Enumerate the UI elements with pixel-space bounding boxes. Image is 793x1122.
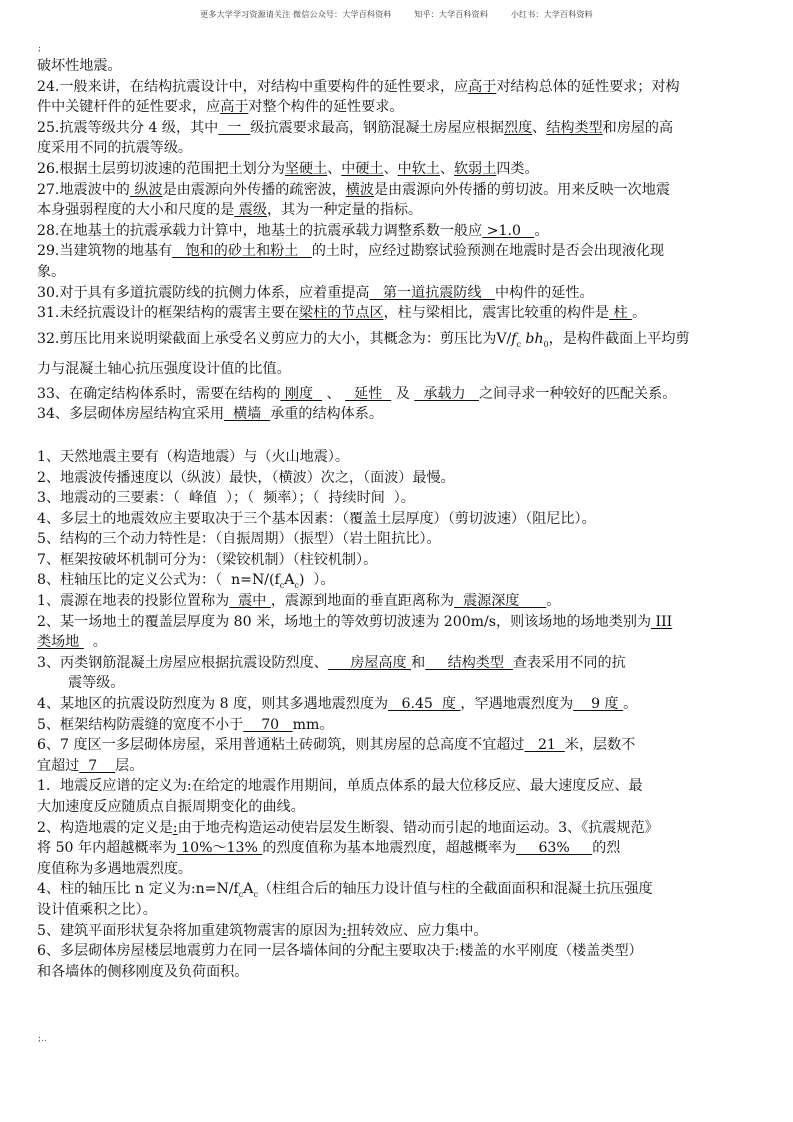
question-26 bbox=[37, 159, 772, 180]
answer: 10%～13% bbox=[176, 840, 263, 857]
answer: 坚硬土 bbox=[284, 160, 328, 177]
item-b2 bbox=[37, 468, 772, 489]
answer: 柱 bbox=[609, 305, 633, 322]
answer: 9 度 bbox=[573, 696, 624, 713]
answer: 横波 bbox=[345, 181, 374, 198]
item-b1 bbox=[37, 447, 772, 468]
answer: 房屋高度 bbox=[327, 654, 412, 671]
item-d4-cont bbox=[37, 900, 772, 921]
text: 3、地震动的三要素：（ 峰值 ）；（ 频率）；（ 持续时间 ）。 bbox=[37, 490, 415, 507]
text: 34、多层砌体房屋结构宜采用 bbox=[37, 406, 225, 423]
answer: III bbox=[651, 613, 673, 630]
text: 。 bbox=[632, 305, 647, 322]
text: 查表采用不同的抗 bbox=[512, 654, 626, 671]
question-33 bbox=[37, 384, 772, 405]
text: 33、在确定结构体系时，需要在结构的 bbox=[37, 385, 281, 402]
question-29 bbox=[37, 241, 772, 262]
answer: 延性 bbox=[345, 385, 392, 402]
text: 及 bbox=[391, 385, 415, 402]
text: 5、框架结构防震缝的宽度不小于 bbox=[37, 716, 244, 733]
formula-f: f bbox=[511, 330, 517, 347]
spacer bbox=[37, 425, 772, 447]
item-c6-cont bbox=[37, 756, 772, 777]
item-b8 bbox=[37, 570, 772, 591]
text: 6、7 度区一多层砌体房屋，采用普通粘土砖砌筑，则其房屋的总高度不宜超过 bbox=[37, 737, 525, 754]
subscript: 0 bbox=[543, 339, 549, 349]
text: 2、构造地震的定义是 bbox=[37, 819, 173, 836]
text: 、 bbox=[322, 385, 346, 402]
item-b4 bbox=[37, 509, 772, 530]
text: 度采用不同的抗震等级。 bbox=[37, 140, 193, 157]
text: 3、丙类钢筋混凝土房屋应根据抗震设防烈度、 bbox=[37, 654, 328, 671]
answer: 承载力 bbox=[414, 385, 479, 402]
text: 度值称为多遇地震烈度。 bbox=[37, 860, 193, 877]
answer: 烈度 bbox=[503, 119, 533, 136]
text: 。 bbox=[623, 696, 638, 713]
text: ，罕遇地震烈度为 bbox=[460, 696, 574, 713]
text: ，是构件截面上平均剪 bbox=[548, 330, 690, 347]
question-31 bbox=[37, 303, 772, 324]
text: ，其为一种定量的指标。 bbox=[266, 202, 423, 219]
answer: 中软土 bbox=[397, 160, 440, 177]
text: 的土时，应经过勘察试验预测在地震时是否会出现液化现 bbox=[311, 243, 665, 260]
answer: 70 bbox=[243, 716, 293, 733]
item-d1 bbox=[37, 776, 772, 797]
text: 象。 bbox=[37, 263, 66, 280]
text: 承重的结构体系。 bbox=[270, 406, 383, 423]
answer: 高于 bbox=[468, 78, 497, 95]
answer: : bbox=[172, 819, 178, 836]
item-c1 bbox=[37, 591, 772, 612]
text: A bbox=[243, 881, 254, 898]
answer: 结构类型 bbox=[425, 654, 513, 671]
answer: 类场地 bbox=[37, 634, 84, 651]
question-24-cont bbox=[37, 97, 772, 118]
text: 。 bbox=[534, 222, 549, 239]
text: 和房屋的高 bbox=[602, 119, 674, 136]
text: 2、地震波传播速度以（纵波）最快，（横波）次之，（面波）最慢。 bbox=[37, 469, 455, 486]
answer: 中硬土 bbox=[341, 160, 384, 177]
item-b3 bbox=[37, 488, 772, 509]
item-d4 bbox=[37, 879, 772, 900]
question-34 bbox=[37, 404, 772, 425]
text: 的烈 bbox=[592, 840, 621, 857]
answer: 饱和的砂土和粉土 bbox=[172, 243, 312, 260]
item-d5 bbox=[37, 921, 772, 942]
text: 27.地震波中的 bbox=[37, 181, 130, 198]
question-25-cont bbox=[37, 138, 772, 159]
answer: 梁柱的节点区 bbox=[299, 305, 384, 322]
text: 是由震源向外传播的疏密波， bbox=[162, 181, 346, 198]
item-d6-cont bbox=[37, 962, 772, 983]
item-d2-cont2 bbox=[37, 859, 772, 880]
item-d1-cont bbox=[37, 797, 772, 818]
text: 中构件的延性。 bbox=[495, 284, 594, 301]
text: 对结构总体的延性要求；对构 bbox=[496, 78, 680, 95]
text: ，柱与梁相比，震害比较重的构件是 bbox=[383, 305, 610, 322]
text: 件中关键杆件的延性要求，应 bbox=[37, 99, 221, 116]
item-c2 bbox=[37, 612, 772, 633]
answer: 结构类型 bbox=[546, 119, 603, 136]
item-d6 bbox=[37, 941, 772, 962]
text: 和 bbox=[411, 654, 426, 671]
text: 5、建筑平面形状复杂将加重建筑物震害的原因为 bbox=[37, 922, 342, 939]
text: 层。 bbox=[115, 757, 144, 774]
answer: 横墙 bbox=[224, 406, 271, 423]
text: 25.抗震等级共分 4 级，其中 bbox=[37, 119, 219, 136]
text: 。 bbox=[546, 593, 561, 610]
item-c2-cont bbox=[37, 632, 772, 653]
answer: 震级 bbox=[234, 202, 267, 219]
item-b5 bbox=[37, 529, 772, 550]
answer: 震源深度 bbox=[454, 593, 547, 610]
text: 28.在地基土的抗震承载力计算中，地基土的抗震承载力调整系数一般应 bbox=[37, 222, 483, 239]
subscript: c bbox=[294, 581, 299, 591]
answer: 6.45 度 bbox=[388, 696, 461, 713]
header-xiaohongshu-text: 小红书：大学百科资料 bbox=[510, 10, 593, 19]
answer: 震中 bbox=[229, 593, 271, 610]
text: 的烈度值称为基本地震烈度，超越概率为 bbox=[262, 840, 517, 857]
answer: 刚度 bbox=[280, 385, 323, 402]
answer: >1.0 bbox=[482, 222, 535, 239]
question-30 bbox=[37, 283, 772, 304]
subscript: c bbox=[279, 581, 285, 591]
text: 由于地壳构造运动使岩层发生断裂、错动而引起的地面运动。3、《抗震规范》 bbox=[177, 819, 659, 836]
page-header bbox=[0, 9, 793, 20]
subscript: c bbox=[516, 339, 521, 349]
text: 32.剪压比用来说明梁截面上承受名义剪应力的大小，其概念为：剪压比为V/ bbox=[37, 330, 512, 347]
text: 1、天然地震主要有（构造地震）与（火山地震）。 bbox=[37, 448, 349, 465]
text: 、 bbox=[327, 160, 342, 177]
text: 5、结构的三个动力特性是：（自振周期）（振型）（岩土阻抗比）。 bbox=[37, 531, 441, 548]
text: 本身强弱程度的大小和尺度的是 bbox=[37, 202, 235, 219]
text: 4、某地区的抗震设防烈度为 8 度，则其多遇地震烈度为 bbox=[37, 696, 389, 713]
document-body bbox=[37, 56, 772, 982]
header-zhihu-text: 知乎：大学百科资料 bbox=[414, 10, 489, 19]
text: 对整个构件的延性要求。 bbox=[248, 99, 404, 116]
text: 扭转效应、应力集中。 bbox=[346, 922, 488, 939]
text: 。 bbox=[83, 634, 107, 651]
subscript: c bbox=[238, 890, 244, 900]
text: 26.根据土层剪切波速的范围把土划分为 bbox=[37, 160, 285, 177]
question-27-cont bbox=[37, 200, 772, 221]
question-29-cont bbox=[37, 262, 772, 283]
text: 24.一般来讲，在结构抗震设计中，对结构中重要构件的延性要求，应 bbox=[37, 78, 469, 95]
text: ) ）。 bbox=[298, 572, 335, 589]
text: 1、震源在地表的投影位置称为 bbox=[37, 593, 230, 610]
question-24 bbox=[37, 77, 772, 98]
item-c3-cont bbox=[37, 673, 772, 694]
question-25 bbox=[37, 118, 772, 139]
subscript: c bbox=[253, 890, 258, 900]
text: 、 bbox=[383, 160, 398, 177]
item-c3 bbox=[37, 653, 772, 674]
text: 6、多层砌体房屋楼层地震剪力在同一层各墙体间的分配主要取决于:楼盖的水平刚度（楼盖类型） bbox=[37, 943, 643, 960]
answer: 7 bbox=[79, 757, 116, 774]
text: 4、柱的轴压比 n 定义为:n=N/f bbox=[37, 881, 239, 898]
item-c5 bbox=[37, 715, 772, 736]
item-c6 bbox=[37, 735, 772, 756]
item-c4 bbox=[37, 694, 772, 715]
item-d2-cont bbox=[37, 838, 772, 859]
text: 2、某一场地土的覆盖层厚度为 80 米，场地土的等效剪切波速为 200m/s，则该场地的场地类别为 bbox=[37, 613, 652, 630]
text: mm。 bbox=[292, 716, 334, 733]
text: 4、多层土的地震效应主要取决于三个基本因素：（覆盖土层厚度）（剪切波速）（阻尼比）。 bbox=[37, 510, 596, 527]
bottom-mark: ;.. bbox=[38, 1034, 47, 1044]
text: 是由震源向外传播的剪切波。用来反映一次地震 bbox=[373, 181, 670, 198]
question-27 bbox=[37, 180, 772, 201]
item-d2 bbox=[37, 818, 772, 839]
text: 大加速度反应随质点自振周期变化的曲线。 bbox=[37, 799, 305, 815]
answer: : bbox=[341, 922, 347, 939]
answer: 一 bbox=[218, 119, 251, 136]
text: 7、框架按破坏机制可分为：（梁铰机制）（柱铰机制）。 bbox=[37, 551, 378, 568]
text: 震等级。 bbox=[68, 675, 125, 692]
question-32-cont bbox=[37, 354, 772, 384]
text: 米，层数不 bbox=[564, 737, 636, 754]
text: 将 50 年内超越概率为 bbox=[37, 840, 177, 857]
text: 四类。 bbox=[496, 160, 539, 177]
answer: 高于 bbox=[220, 99, 249, 116]
text: 、 bbox=[439, 160, 455, 177]
answer: 63% bbox=[516, 840, 593, 857]
formula-bh: bh bbox=[520, 330, 544, 347]
text: 8、柱轴压比的定义公式为：（ n=N/(f bbox=[37, 572, 280, 589]
text: 1．地震反应谱的定义为:在给定的地震作用期间，单质点体系的最大位移反应、最大速度反应、最 bbox=[37, 778, 643, 795]
question-28 bbox=[37, 221, 772, 242]
item-b7 bbox=[37, 550, 772, 571]
top-mark: ; bbox=[38, 44, 42, 54]
text: 破坏性地震。 bbox=[37, 58, 122, 74]
text: （柱组合后的轴压力设计值与柱的全截面面积和混凝土抗压强度 bbox=[257, 881, 653, 898]
text: ，震源到地面的垂直距离称为 bbox=[270, 593, 455, 610]
text: 和各墙体的侧移刚度及负荷面积。 bbox=[37, 963, 249, 980]
answer: 21 bbox=[524, 737, 565, 754]
text: 之间寻求一种较好的匹配关系。 bbox=[479, 385, 677, 402]
text: 宜超过 bbox=[37, 757, 80, 774]
answer: 软弱土 bbox=[454, 160, 497, 177]
question-32 bbox=[37, 324, 772, 354]
text: A bbox=[284, 572, 295, 589]
answer: 纵波 bbox=[129, 181, 163, 198]
answer: 第一道抗震防线 bbox=[369, 284, 496, 301]
text-line bbox=[37, 56, 772, 77]
text: 30.对于具有多道抗震防线的抗侧力体系，应着重提高 bbox=[37, 284, 370, 301]
text: 29.当建筑物的地基有 bbox=[37, 243, 173, 260]
text: 力与混凝土轴心抗压强度设计值的比值。 bbox=[37, 360, 291, 377]
text: 设计值乘积之比）。 bbox=[37, 901, 157, 918]
header-wechat-text: 更多大学学习资源请关注 微信公众号：大学百科资料 bbox=[200, 10, 392, 19]
text: 31.未经抗震设计的框架结构的震害主要在 bbox=[37, 305, 300, 322]
text: 、 bbox=[532, 119, 547, 136]
text: 级抗震要求最高，钢筋混凝土房屋应根据 bbox=[250, 119, 504, 136]
